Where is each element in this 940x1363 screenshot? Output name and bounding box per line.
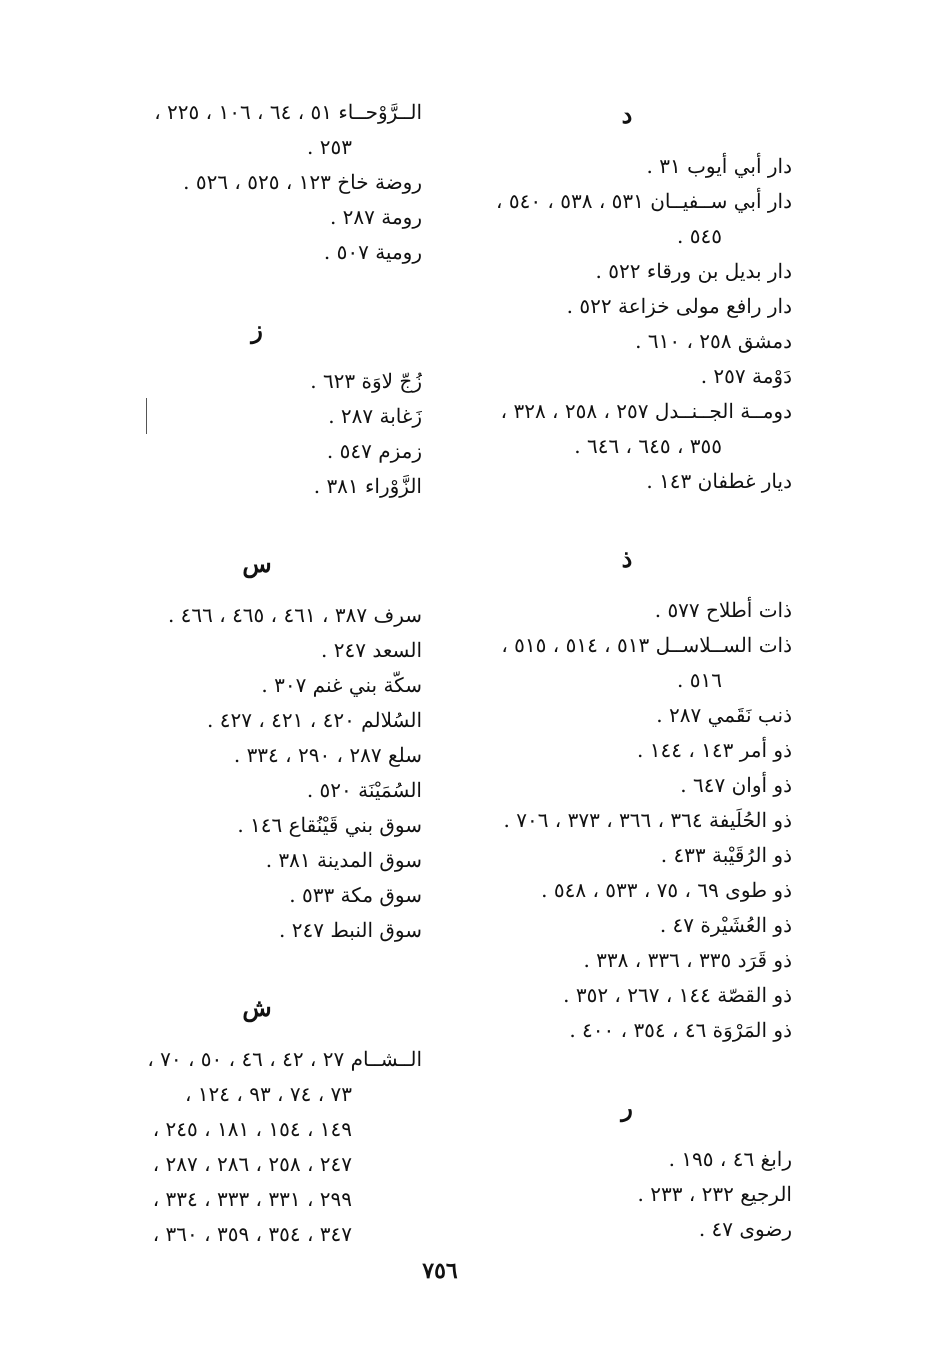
index-entry: زمزم ٥٤٧ . — [326, 439, 422, 463]
index-entry: سوق مكة ٥٣٣ . — [289, 883, 422, 907]
index-section — [422, 539, 792, 1048]
section-letter: ر — [621, 1093, 633, 1122]
index-entry: ذو العُشَيْرة ٤٧ . — [659, 913, 792, 937]
section-letter: ذ — [621, 544, 633, 573]
index-entry: الــشــام ٢٧ ، ٤٢ ، ٤٦ ، ٥٠ ، ٧٠ ، — [147, 1047, 422, 1071]
index-entry: رضوى ٤٧ . — [698, 1217, 792, 1241]
index-entry: ذات أطلاح ٥٧٧ . — [654, 598, 792, 622]
index-entry: ذو أمر ١٤٣ ، ١٤٤ . — [637, 738, 792, 762]
section-letter: س — [242, 549, 272, 578]
index-section — [422, 1088, 792, 1247]
index-section — [422, 95, 792, 499]
section-letter: ش — [242, 993, 272, 1022]
section-letter: د — [621, 100, 633, 129]
index-entry: دَوْمة ٢٥٧ . — [700, 364, 792, 388]
index-entry: دار بديل بن ورقاء ٥٢٢ . — [595, 259, 792, 283]
index-entry: السُلالم ٤٢٠ ، ٤٢١ ، ٤٢٧ . — [207, 708, 422, 732]
index-entry: رومية ٥٠٧ . — [323, 240, 422, 264]
index-column-left — [52, 95, 422, 1292]
index-entry: سوق المدينة ٣٨١ . — [265, 848, 422, 872]
index-entry: ذو قَرَد ٣٣٥ ، ٣٣٦ ، ٣٣٨ . — [583, 948, 792, 972]
index-entry: ذو طوى ٦٩ ، ٧٥ ، ٥٣٣ ، ٥٤٨ . — [541, 878, 792, 902]
index-entry: روضة خاخ ١٢٣ ، ٥٢٥ ، ٥٢٦ . — [183, 170, 422, 194]
index-entry: رومة ٢٨٧ . — [329, 205, 422, 229]
index-entry: زُجّ لاوَة ٦٢٣ . — [310, 369, 422, 393]
index-section — [52, 988, 422, 1252]
index-entry: ذو أوان ٦٤٧ . — [680, 773, 792, 797]
index-section — [52, 310, 422, 504]
index-entry: الرجيع ٢٣٢ ، ٢٣٣ . — [637, 1182, 792, 1206]
index-entry-continuation: ٢٤٧ ، ٢٥٨ ، ٢٨٦ ، ٢٨٧ ، — [152, 1152, 352, 1176]
margin-mark — [146, 398, 147, 434]
index-entry-continuation: ١٤٩ ، ١٥٤ ، ١٨١ ، ٢٤٥ ، — [152, 1117, 352, 1141]
index-entry: ذات الســلاســل ٥١٣ ، ٥١٤ ، ٥١٥ ، — [501, 633, 792, 657]
index-entry: ذو المَرْوَة ٤٦ ، ٣٥٤ ، ٤٠٠ . — [569, 1018, 792, 1042]
index-entry: السعد ٢٤٧ . — [321, 638, 422, 662]
index-entry: رابغ ٤٦ ، ١٩٥ . — [668, 1147, 792, 1171]
index-entry-continuation: ٢٩٩ ، ٣٣١ ، ٣٣٣ ، ٣٣٤ ، — [152, 1187, 352, 1211]
index-entry: ذو القصّة ١٤٤ ، ٢٦٧ ، ٣٥٢ . — [563, 983, 792, 1007]
index-entry-continuation: ٣٤٧ ، ٣٥٤ ، ٣٥٩ ، ٣٦٠ ، — [152, 1222, 352, 1246]
index-column-right — [422, 95, 792, 1287]
index-section — [52, 544, 422, 948]
index-entry: دار رافع مولى خزاعة ٥٢٢ . — [566, 294, 792, 318]
page-number: ٧٥٦ — [422, 1258, 458, 1284]
index-entry-continuation: ٥٤٥ . — [677, 224, 722, 248]
index-entry: سوق بني قَيْنُقاع ١٤٦ . — [237, 813, 422, 837]
section-letter: ز — [251, 315, 263, 344]
index-entry-continuation: ٢٥٣ . — [307, 135, 352, 159]
index-entry: سكّة بني غنم ٣٠٧ . — [261, 673, 422, 697]
index-entry-continuation: ٣٥٥ ، ٦٤٥ ، ٦٤٦ . — [574, 434, 722, 458]
index-entry-continuation: ٧٣ ، ٧٤ ، ٩٣ ، ١٢٤ ، — [184, 1082, 352, 1106]
index-entry: ديار غطفان ١٤٣ . — [646, 469, 792, 493]
index-entry: زَغابة ٢٨٧ . — [328, 404, 422, 428]
index-entry: دار أبي ســفيــان ٥٣١ ، ٥٣٨ ، ٥٤٠ ، — [496, 189, 792, 213]
index-entry: سلع ٢٨٧ ، ٢٩٠ ، ٣٣٤ . — [233, 743, 422, 767]
index-entry: السُمَيْنَة ٥٢٠ . — [306, 778, 422, 802]
index-entry: دومــة الجــنــدل ٢٥٧ ، ٢٥٨ ، ٣٢٨ ، — [500, 399, 792, 423]
index-entry: دار أبي أيوب ٣١ . — [646, 154, 792, 178]
index-entry: ذنب نَقَمي ٢٨٧ . — [656, 703, 792, 727]
index-entry: دمشق ٢٥٨ ، ٦١٠ . — [635, 329, 792, 353]
index-entry: سوق النبط ٢٤٧ . — [279, 918, 422, 942]
index-entry-continuation: ٥١٦ . — [677, 668, 722, 692]
index-entry: الــرَّوْحــاء ٥١ ، ٦٤ ، ١٠٦ ، ٢٢٥ ، — [154, 100, 422, 124]
index-section — [52, 95, 422, 270]
index-entry: سرف ٣٨٧ ، ٤٦١ ، ٤٦٥ ، ٤٦٦ . — [167, 603, 422, 627]
index-entry: ذو الحُلَيفة ٣٦٤ ، ٣٦٦ ، ٣٧٣ ، ٧٠٦ . — [503, 808, 792, 832]
index-entry: الزَّوْراء ٣٨١ . — [313, 474, 422, 498]
index-entry: ذو الرُقَيْبة ٤٣٣ . — [660, 843, 792, 867]
